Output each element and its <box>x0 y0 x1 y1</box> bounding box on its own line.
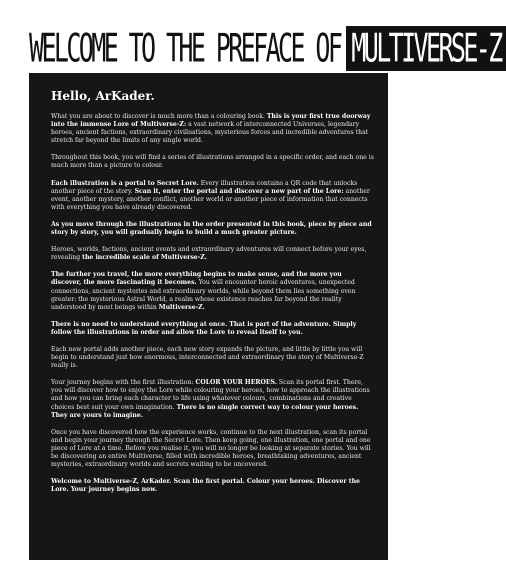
bold-text-run: This is your first true doorway into the immense Lore of Multiverse-Z: <box>51 113 371 129</box>
preface-paragraph <box>51 246 374 262</box>
bold-text-run: There is no single correct way to colour your heroes. They are yours to imagine. <box>51 403 359 419</box>
bold-text-run: Welcome to Multiverse-Z, ArKader. Scan the first portal. Colour your heroes. Discover the Lore. Your journey begins now. <box>51 478 360 494</box>
text-run: Every illustration contains a QR code that unlocks another piece of the story. <box>51 179 358 195</box>
bold-text-run: The further you travel, the more everything begins to make sense, and the more you discover, the more fascinating it becomes. <box>51 271 342 287</box>
preface-paragraph <box>51 429 374 469</box>
bold-text-run: There is no need to understand everything at once. That is part of the adventure. Simply follow the illustrations in order and allow the Lore to reveal itself to you. <box>51 320 357 336</box>
greeting-heading: Hello, ArKader. <box>51 89 155 103</box>
text-run: Scan its portal first. There, you will discover how to enjoy the Lore while colouring your heroes, how to approach the illustrations and how you can bring each character to life using whatever colours, combinations and creative choices best suit your own imagination. <box>51 379 370 411</box>
text-run: another event, another mystery, another conflict, another world or another piece of information that connects with everything you have already discovered. <box>51 187 370 211</box>
bold-text-run: Scan it, enter the portal and discover a new part of the Lore: <box>134 187 344 195</box>
title-prefix: WELCOME TO THE PREFACE OF <box>29 25 341 71</box>
preface-paragraph <box>51 221 374 237</box>
bold-text-run: As you move through the illustrations in the order presented in this book, piece by piece and story by story, you will gradually begin to build a much greater picture. <box>51 220 372 237</box>
title-highlight-box: MULTIVERSE-Z <box>346 26 505 71</box>
text-run: Throughout this book, you will find a series of illustrations arranged in a specific order, and each one is much more than a picture to colour. <box>51 154 374 170</box>
bold-text-run: COLOR YOUR HEROES. <box>195 379 277 387</box>
preface-paragraph <box>51 321 374 337</box>
preface-paragraph <box>51 113 374 145</box>
preface-paragraph <box>51 346 374 370</box>
text-run: You will encounter heroic adventures, unexpected connections, ancient mysteries and extraordinary worlds, while beyond them lies something even greater: the mysterious Astral World, a realm whose existence reaches far beyond the reality understood by most beings within <box>51 279 356 311</box>
preface-body <box>51 113 374 494</box>
bold-text-run: Multiverse-Z. <box>158 303 205 311</box>
preface-paragraph <box>51 154 374 170</box>
bold-text-run: Each illustration is a portal to Secret Lore. <box>51 179 199 187</box>
text-run: What you are about to discover is much more than a colouring book. <box>51 113 267 120</box>
text-run: Heroes, worlds, factions, ancient events and extraordinary adventures will connect before your eyes, revealing <box>51 246 367 262</box>
text-run: Your journey begins with the first illustration: <box>51 379 196 387</box>
page-title <box>29 25 501 71</box>
preface-paragraph <box>51 379 374 419</box>
preface-text-panel <box>29 73 388 560</box>
preface-paragraph <box>51 180 374 212</box>
text-run: Once you have discovered how the experience works, continue to the next illustration, scan its portal and begin your journey through the Secret Lore. Then keep going, one illustration, one portal and one piece of Lore at a time. Before you realise it, you will no longer be looking at separate stories. You will be discovering an entire Multiverse, filled with incredible heroes, breathtaking adventures, ancient mysteries, extraordinary worlds and secrets waiting to be uncovered. <box>51 428 371 469</box>
text-run: Each new portal adds another piece, each new story expands the picture, and little by little you will begin to understand just how enormous, interconnected and extraordinary the story of Multiverse-Z really is. <box>51 345 364 370</box>
preface-paragraph <box>51 478 374 494</box>
text-run: a vast network of interconnected Universes, legendary heroes, ancient factions, extraordinary civilisations, mysterious forces and incredible adventures that stretch far beyond the limits of any single world. <box>51 121 369 145</box>
bold-text-run: the incredible scale of Multiverse-Z. <box>82 254 207 262</box>
preface-paragraph <box>51 271 374 311</box>
